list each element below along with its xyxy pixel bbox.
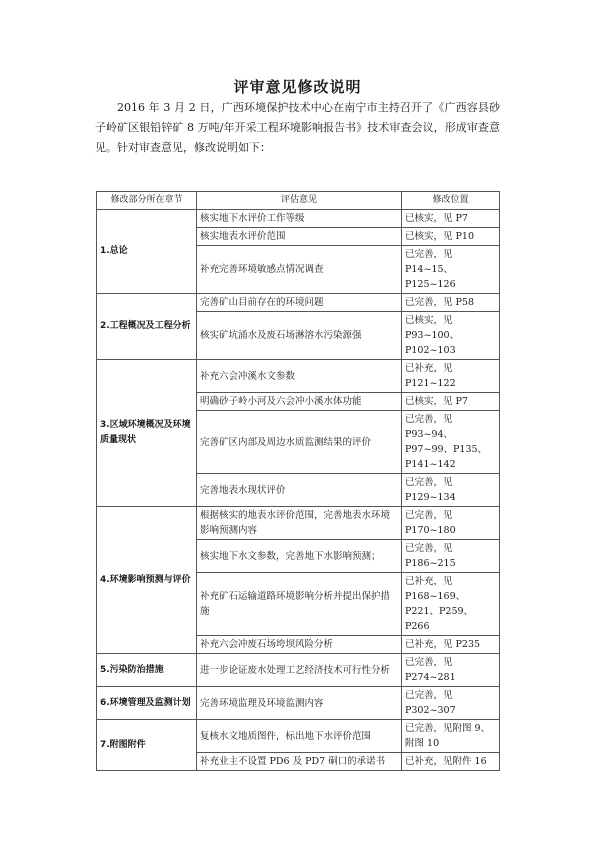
- opinion-cell: 核实地下水文参数，完善地下水影响预测；: [197, 540, 402, 573]
- table-row: [97, 210, 500, 228]
- opinion-cell: 进一步论证废水处理工艺经济技术可行性分析: [197, 654, 402, 687]
- table-row: [97, 720, 500, 753]
- section-name-cell: 4.环境影响预测与评价: [97, 507, 197, 654]
- opinion-cell: 完善环境监理及环境监测内容: [197, 687, 402, 720]
- revision-table: [96, 191, 500, 771]
- section-name-cell: 2.工程概况及工程分析: [97, 294, 197, 360]
- header-section: 修改部分所在章节: [97, 192, 197, 210]
- header-opinion: 评估意见: [197, 192, 402, 210]
- location-cell: 已核实，见 P10: [402, 228, 500, 246]
- opinion-cell: 复核水文地质图件，标出地下水评价范围: [197, 720, 402, 753]
- opinion-cell: 根据核实的地表水评价范围，完善地表水环境影响预测内容: [197, 507, 402, 540]
- opinion-cell: 补充完善环境敏感点情况调查: [197, 246, 402, 294]
- header-location: 修改位置: [402, 192, 500, 210]
- table-body: [97, 210, 500, 771]
- table-row: [97, 507, 500, 540]
- section-name-cell: 7.附图附件: [97, 720, 197, 771]
- location-cell: 已核实，见 P7: [402, 210, 500, 228]
- opinion-cell: 核实矿坑涌水及废石场淋溶水污染源强: [197, 312, 402, 360]
- section-name-cell: 3.区域环境概况及环境质量现状: [97, 360, 197, 507]
- opinion-cell: 补充业主不设置 PD6 及 PD7 硐口的承诺书: [197, 753, 402, 771]
- intro-paragraph: 2016 年 3 月 2 日，广西环境保护技术中心在南宁市主持召开了《广西容县砂子岭矿区银铅锌矿 8 万吨/年开采工程环境影响报告书》技术审查会议，形成审查意见。针对审查意见，修改说明如下：: [95, 101, 500, 154]
- location-cell: 已完善，见 P274~281: [402, 654, 500, 687]
- opinion-cell: 明确砂子岭小河及六会冲小溪水体功能: [197, 393, 402, 411]
- table-row: [97, 360, 500, 393]
- location-cell: 已完善，见 P170~180: [402, 507, 500, 540]
- location-cell: 已完善，见 P129~134: [402, 474, 500, 507]
- location-cell: 已完善，见 P302~307: [402, 687, 500, 720]
- location-cell: 已完善，见 P186~215: [402, 540, 500, 573]
- location-cell: 已补充，见 P168~169、P221、P259、P266: [402, 573, 500, 636]
- location-cell: 已完善，见附图 9、附图 10: [402, 720, 500, 753]
- location-cell: 已完善，见 P14~15、P125~126: [402, 246, 500, 294]
- table-row: [97, 687, 500, 720]
- section-name-cell: 6.环境管理及监测计划: [97, 687, 197, 720]
- opinion-cell: 补充六会冲溪水文参数: [197, 360, 402, 393]
- opinion-cell: 核实地下水评价工作等级: [197, 210, 402, 228]
- section-name-cell: 5.污染防治措施: [97, 654, 197, 687]
- location-cell: 已核实，见 P93~100、P102~103: [402, 312, 500, 360]
- opinion-cell: 核实地表水评价范围: [197, 228, 402, 246]
- table-row: [97, 654, 500, 687]
- opinion-cell: 完善矿区内部及周边水质监测结果的评价: [197, 411, 402, 474]
- opinion-cell: 完善地表水现状评价: [197, 474, 402, 507]
- opinion-cell: 补充六会冲废石场垮坝风险分析: [197, 636, 402, 654]
- location-cell: 已补充，见附件 16: [402, 753, 500, 771]
- location-cell: 已补充，见 P121~122: [402, 360, 500, 393]
- location-cell: 已补充，见 P235: [402, 636, 500, 654]
- page-title: 评审意见修改说明: [233, 78, 362, 96]
- location-cell: 已完善，见 P93~94、P97~99、P135、P141~142: [402, 411, 500, 474]
- table-row: [97, 294, 500, 312]
- location-cell: 已完善，见 P58: [402, 294, 500, 312]
- opinion-cell: 完善矿山目前存在的环境问题: [197, 294, 402, 312]
- opinion-cell: 补充矿石运输道路环境影响分析并提出保护措施: [197, 573, 402, 636]
- table-header-row: [97, 192, 500, 210]
- location-cell: 已核实，见 P7: [402, 393, 500, 411]
- section-name-cell: 1.总论: [97, 210, 197, 294]
